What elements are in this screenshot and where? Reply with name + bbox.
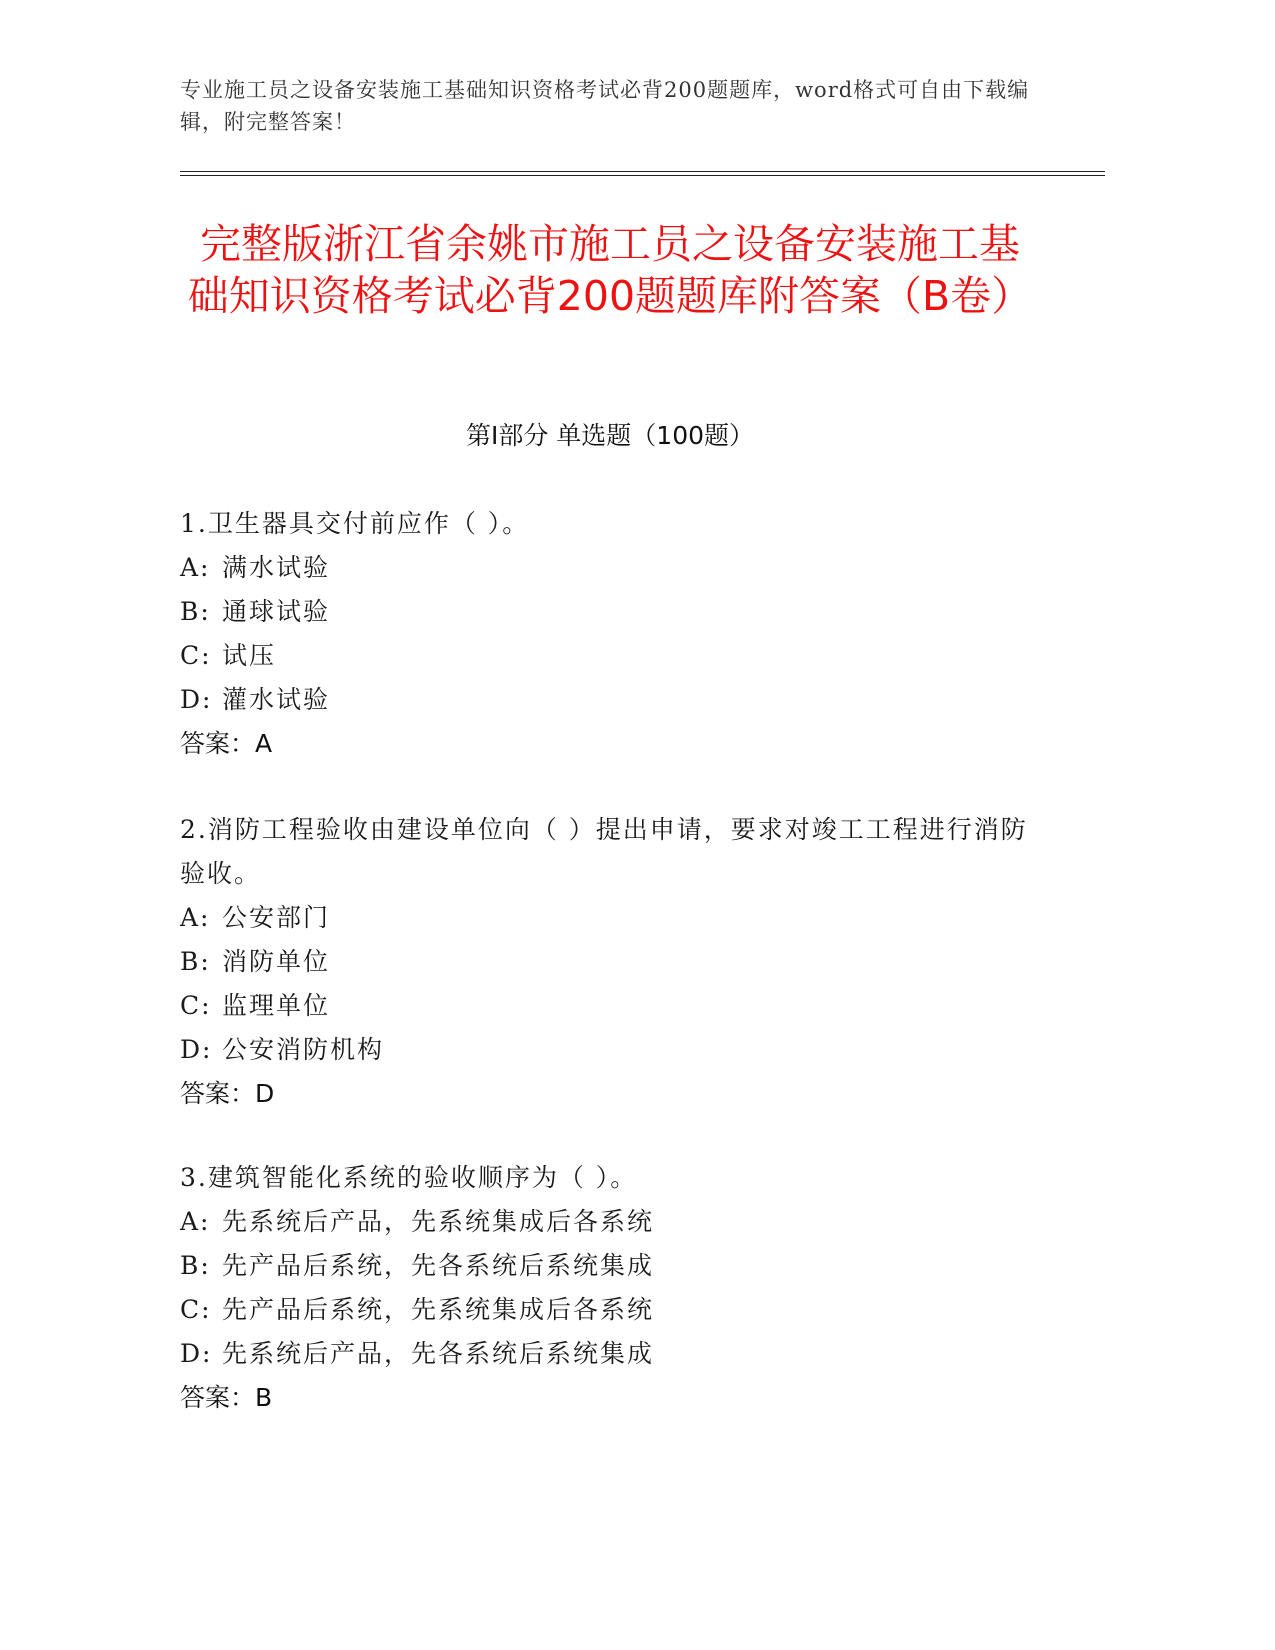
option-text: 灌水试验 xyxy=(222,685,331,714)
option-text: 公安部门 xyxy=(222,903,331,932)
option-letter: D: xyxy=(180,1035,213,1064)
option-letter: A: xyxy=(180,903,211,932)
header-note: 专业施工员之设备安装施工基础知识资格考试必背200题题库，word格式可自由下载编辑，附完整答案！ xyxy=(180,78,1030,134)
question-3 xyxy=(180,1156,1040,1420)
option-letter: D: xyxy=(180,1339,213,1368)
option-text: 公安消防机构 xyxy=(222,1035,385,1064)
option-c xyxy=(180,1288,1040,1332)
option-letter: C: xyxy=(180,991,212,1020)
document-title: 完整版浙江省余姚市施工员之设备安装施工基础知识资格考试必背200题题库附答案（B卷） xyxy=(187,220,1033,320)
option-text: 消防单位 xyxy=(222,947,331,976)
option-letter: B: xyxy=(180,947,211,976)
option-c xyxy=(180,984,1040,1028)
option-text: 通球试验 xyxy=(222,597,331,626)
question-stem: 1.卫生器具交付前应作（ ）。 xyxy=(180,509,530,538)
option-text: 试压 xyxy=(222,641,277,670)
option-text: 先产品后系统，先各系统后系统集成 xyxy=(222,1251,655,1280)
option-c xyxy=(180,634,1040,678)
option-a xyxy=(180,896,1040,940)
option-text: 先系统后产品，先各系统后系统集成 xyxy=(222,1339,655,1368)
answer: 答案：B xyxy=(180,1383,273,1412)
question-stem: 3.建筑智能化系统的验收顺序为（ ）。 xyxy=(180,1163,638,1192)
option-letter: C: xyxy=(180,641,212,670)
option-text: 先系统后产品，先系统集成后各系统 xyxy=(222,1207,655,1236)
option-letter: B: xyxy=(180,1251,211,1280)
option-b xyxy=(180,1244,1040,1288)
option-d xyxy=(180,1332,1040,1376)
option-letter: A: xyxy=(180,1207,211,1236)
question-stem: 2.消防工程验收由建设单位向（ ）提出申请，要求对竣工工程进行消防验收。 xyxy=(180,815,1028,888)
option-letter: C: xyxy=(180,1295,212,1324)
option-text: 先产品后系统，先系统集成后各系统 xyxy=(222,1295,655,1324)
option-letter: A: xyxy=(180,553,211,582)
option-b xyxy=(180,590,1040,634)
section-title: 第I部分 单选题（100题） xyxy=(465,421,755,450)
question-1 xyxy=(180,502,1040,766)
option-d xyxy=(180,678,1040,722)
option-a xyxy=(180,546,1040,590)
option-text: 满水试验 xyxy=(222,553,331,582)
option-a xyxy=(180,1200,1040,1244)
option-d xyxy=(180,1028,1040,1072)
header-rule-bottom xyxy=(180,175,1105,176)
option-text: 监理单位 xyxy=(222,991,331,1020)
option-letter: B: xyxy=(180,597,211,626)
answer: 答案：D xyxy=(180,1079,275,1108)
option-b xyxy=(180,940,1040,984)
header-rule-top xyxy=(180,171,1105,172)
answer: 答案：A xyxy=(180,729,273,758)
question-2 xyxy=(180,808,1040,1116)
option-letter: D: xyxy=(180,685,213,714)
